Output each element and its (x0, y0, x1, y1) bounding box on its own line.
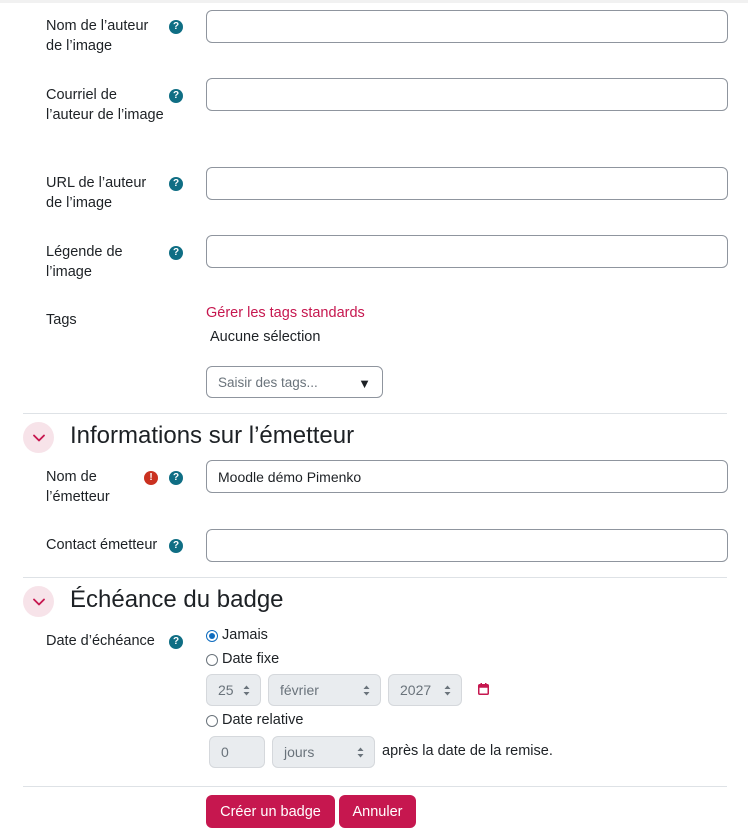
expiry-date-label: Date d’échéance (46, 633, 155, 649)
tags-placeholder: Saisir des tags... (218, 374, 318, 390)
manage-tags-link[interactable]: Gérer les tags standards (206, 305, 365, 321)
image-author-email-label: Courriel de l’auteur de l’image (46, 87, 164, 123)
issuer-section-heading: Informations sur l’émetteur (70, 422, 355, 449)
issuer-name-label: Nom de l’émetteur (46, 469, 110, 505)
relative-unit-select[interactable] (272, 736, 375, 768)
relative-number-input[interactable] (209, 736, 265, 768)
relative-suffix: après la date de la remise. (382, 743, 553, 759)
fixed-year-select[interactable] (388, 674, 462, 706)
radio-fixed-date[interactable] (206, 654, 218, 666)
collapse-expiry-button[interactable] (23, 586, 54, 617)
radio-never-label: Jamais (222, 627, 268, 643)
fixed-year-value: 2027 (400, 682, 432, 698)
help-icon[interactable]: ? (169, 89, 183, 103)
fixed-day-value: 25 (218, 682, 234, 698)
radio-never[interactable] (206, 630, 218, 642)
image-caption-input[interactable] (206, 235, 728, 268)
calendar-icon[interactable] (478, 683, 489, 695)
relative-unit-value: jours (284, 744, 315, 760)
cancel-button[interactable]: Annuler (339, 795, 416, 828)
image-caption-label: Légende de l’image (46, 244, 123, 280)
tags-input[interactable] (206, 366, 383, 398)
top-edge (0, 0, 748, 3)
select-arrows-icon (243, 684, 250, 697)
dropdown-triangle-icon[interactable]: ▼ (358, 376, 371, 391)
help-icon[interactable]: ? (169, 471, 183, 485)
select-arrows-icon (357, 746, 364, 759)
section-divider (23, 577, 727, 578)
image-author-url-label: URL de l’auteur de l’image (46, 175, 147, 211)
help-icon[interactable]: ? (169, 246, 183, 260)
issuer-contact-input[interactable] (206, 529, 728, 562)
tags-label: Tags (46, 312, 77, 328)
section-divider (23, 786, 727, 787)
radio-relative-date[interactable] (206, 715, 218, 727)
help-icon[interactable]: ? (169, 20, 183, 34)
help-icon[interactable]: ? (169, 539, 183, 553)
image-author-url-input[interactable] (206, 167, 728, 200)
expiry-section-heading: Échéance du badge (70, 586, 284, 613)
image-author-name-label: Nom de l’auteur de l’image (46, 18, 149, 54)
fixed-day-select[interactable] (206, 674, 261, 706)
create-badge-button[interactable]: Créer un badge (206, 795, 335, 828)
image-author-name-input[interactable] (206, 10, 728, 43)
fixed-month-select[interactable] (268, 674, 381, 706)
select-arrows-icon (363, 684, 370, 697)
chevron-down-icon (33, 598, 45, 606)
radio-fixed-date-label: Date fixe (222, 651, 280, 667)
relative-number-value: 0 (221, 744, 229, 760)
help-icon[interactable]: ? (169, 177, 183, 191)
chevron-down-icon (33, 434, 45, 442)
select-arrows-icon (444, 684, 451, 697)
section-divider (23, 413, 727, 414)
issuer-name-input[interactable] (206, 460, 728, 493)
issuer-contact-label: Contact émetteur (46, 537, 158, 553)
image-author-email-input[interactable] (206, 78, 728, 111)
help-icon[interactable]: ? (169, 635, 183, 649)
radio-relative-date-label: Date relative (222, 712, 304, 728)
collapse-issuer-button[interactable] (23, 422, 54, 453)
fixed-month-value: février (280, 682, 319, 698)
required-icon: ! (144, 471, 158, 485)
tags-no-selection: Aucune sélection (210, 329, 321, 345)
